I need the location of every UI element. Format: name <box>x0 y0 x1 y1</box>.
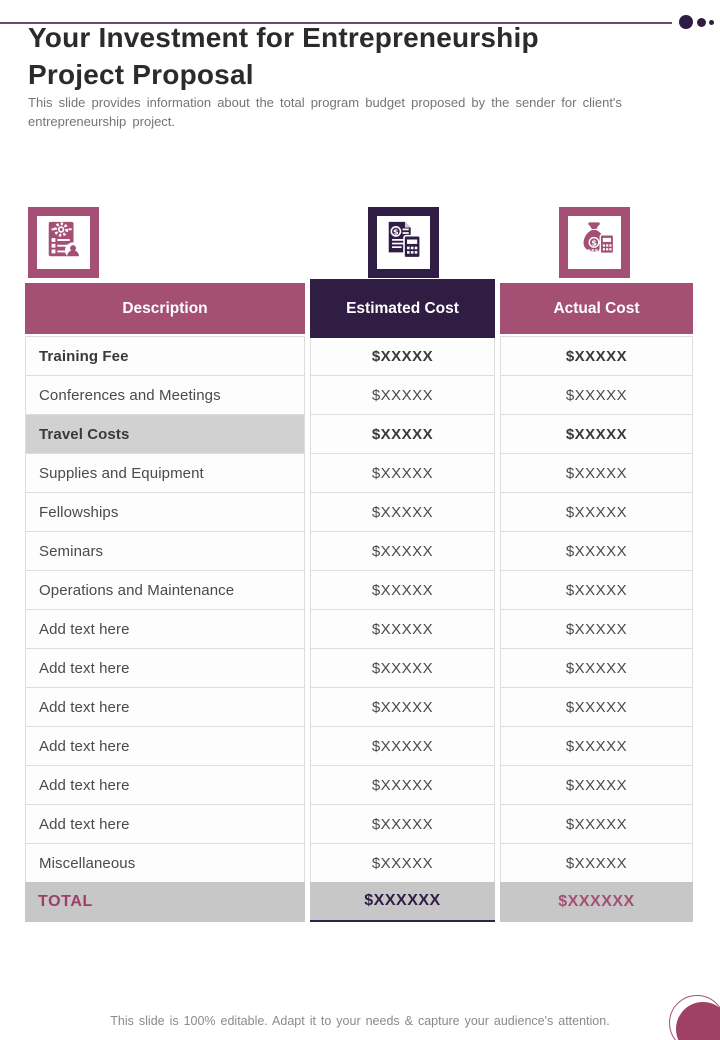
table-row <box>25 375 693 415</box>
column-header-description: Description <box>25 283 305 334</box>
total-actual-cost: $XXXXXX <box>500 882 693 922</box>
budget-table <box>25 207 693 922</box>
description-cell: Supplies and Equipment <box>25 453 305 493</box>
table-body <box>25 336 693 883</box>
table-header-row <box>25 283 693 334</box>
description-cell: Add text here <box>25 648 305 688</box>
decor-dot-medium <box>697 18 706 27</box>
total-label: TOTAL <box>25 882 305 922</box>
description-icon-box <box>28 207 99 278</box>
estimated-cost-cell: $XXXXX <box>310 531 495 571</box>
actual-cost-cell: $XXXXX <box>500 804 693 844</box>
actual-cost-cell: $XXXXX <box>500 336 693 376</box>
actual-cost-cell: $XXXXX <box>500 531 693 571</box>
table-row <box>25 804 693 844</box>
actual-cost-icon-box <box>559 207 630 278</box>
decor-dot-small <box>709 20 714 25</box>
estimated-cost-cell: $XXXXX <box>310 336 495 376</box>
footer-note: This slide is 100% editable. Adapt it to your needs & capture your audience's attention. <box>110 1014 610 1028</box>
column-icons-row <box>25 207 693 277</box>
estimated-cost-cell: $XXXXX <box>310 570 495 610</box>
table-row <box>25 648 693 688</box>
table-row <box>25 687 693 727</box>
estimated-cost-cell: $XXXXX <box>310 687 495 727</box>
actual-cost-cell: $XXXXX <box>500 726 693 766</box>
actual-cost-cell: $XXXXX <box>500 843 693 883</box>
estimated-cost-cell: $XXXXX <box>310 843 495 883</box>
total-estimated-cost: $XXXXXX <box>310 882 495 922</box>
column-header-actual-cost: Actual Cost <box>500 283 693 334</box>
description-cell: Travel Costs <box>25 414 305 454</box>
actual-cost-cell: $XXXXX <box>500 765 693 805</box>
description-cell: Operations and Maintenance <box>25 570 305 610</box>
table-row <box>25 765 693 805</box>
table-row <box>25 531 693 571</box>
table-row <box>25 726 693 766</box>
svg-text:$: $ <box>392 226 399 237</box>
description-cell: Seminars <box>25 531 305 571</box>
estimated-cost-cell: $XXXXX <box>310 375 495 415</box>
actual-cost-cell: $XXXXX <box>500 414 693 454</box>
svg-text:$: $ <box>590 237 597 248</box>
description-cell: Training Fee <box>25 336 305 376</box>
table-row <box>25 414 693 454</box>
estimated-cost-icon-box <box>368 207 439 278</box>
description-cell: Add text here <box>25 804 305 844</box>
description-cell: Add text here <box>25 609 305 649</box>
project-checklist-gear-icon <box>43 219 85 266</box>
estimated-cost-cell: $XXXXX <box>310 765 495 805</box>
estimated-cost-cell: $XXXXX <box>310 648 495 688</box>
estimated-cost-cell: $XXXXX <box>310 726 495 766</box>
decor-dot-large <box>679 15 693 29</box>
actual-cost-cell: $XXXXX <box>500 570 693 610</box>
description-cell: Miscellaneous <box>25 843 305 883</box>
invoice-calculator-icon <box>383 219 425 266</box>
description-cell: Add text here <box>25 687 305 727</box>
estimated-cost-cell: $XXXXX <box>310 492 495 532</box>
actual-cost-cell: $XXXXX <box>500 453 693 493</box>
estimated-cost-cell: $XXXXX <box>310 453 495 493</box>
description-cell: Add text here <box>25 765 305 805</box>
page-subtitle: This slide provides information about the total program budget proposed by the sender for client's entrepreneurship project. <box>28 95 622 129</box>
table-row <box>25 609 693 649</box>
table-row <box>25 570 693 610</box>
table-row <box>25 492 693 532</box>
table-row <box>25 453 693 493</box>
total-row <box>25 882 693 922</box>
description-cell: Add text here <box>25 726 305 766</box>
actual-cost-cell: $XXXXX <box>500 609 693 649</box>
description-cell: Fellowships <box>25 492 305 532</box>
table-row <box>25 336 693 376</box>
page-title: Your Investment for Entrepreneurship Project Proposal <box>28 22 539 90</box>
money-bag-calculator-icon <box>574 219 616 266</box>
estimated-cost-cell: $XXXXX <box>310 804 495 844</box>
table-row <box>25 843 693 883</box>
description-cell: Conferences and Meetings <box>25 375 305 415</box>
estimated-cost-cell: $XXXXX <box>310 414 495 454</box>
actual-cost-cell: $XXXXX <box>500 648 693 688</box>
estimated-cost-cell: $XXXXX <box>310 609 495 649</box>
actual-cost-cell: $XXXXX <box>500 375 693 415</box>
actual-cost-cell: $XXXXX <box>500 687 693 727</box>
column-header-estimated-cost: Estimated Cost <box>310 279 495 338</box>
actual-cost-cell: $XXXXX <box>500 492 693 532</box>
